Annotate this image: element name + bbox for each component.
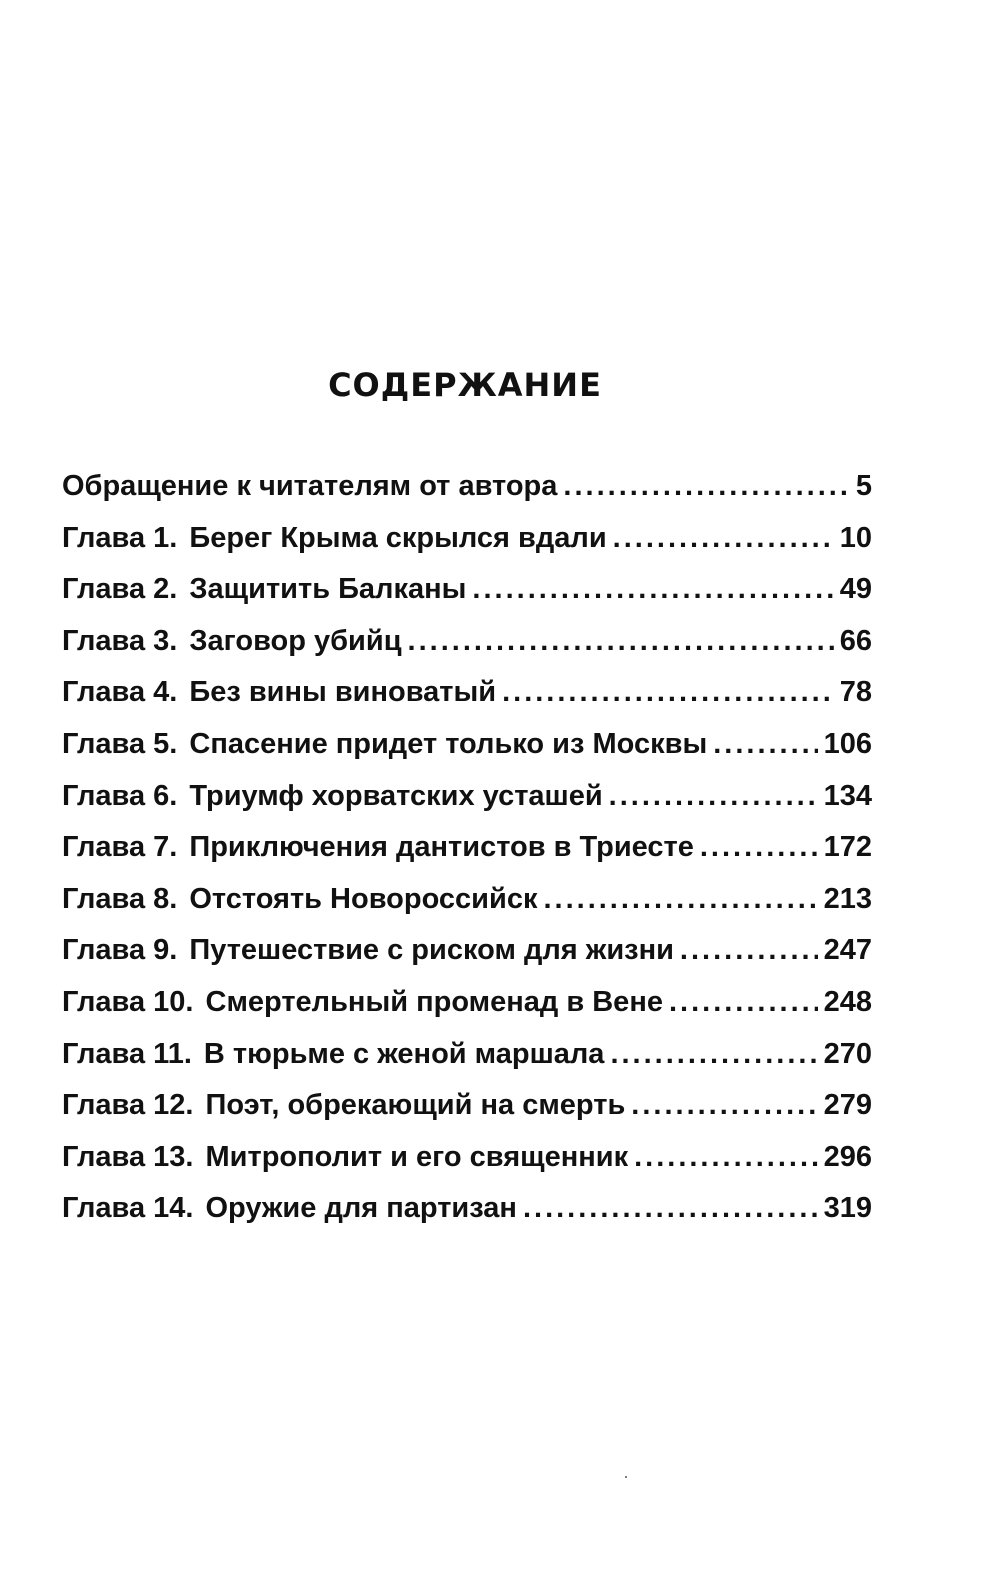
dot-leader bbox=[502, 676, 834, 709]
toc-entry-page: 172 bbox=[823, 831, 872, 864]
toc-entry-page: 270 bbox=[823, 1037, 872, 1070]
toc-entry-title: Смертельный променад в Вене bbox=[205, 985, 663, 1018]
toc-entry-chapter-12 bbox=[62, 1089, 872, 1141]
dot-leader bbox=[609, 780, 818, 813]
dot-leader bbox=[523, 1192, 818, 1225]
toc-entry-page: 319 bbox=[823, 1192, 872, 1225]
dot-leader bbox=[563, 470, 849, 503]
page-title: СОДЕРЖАНИЕ bbox=[328, 366, 602, 404]
toc-entry-title: Без вины виноватый bbox=[189, 676, 497, 709]
toc-entry-page: 10 bbox=[839, 521, 872, 554]
dot-leader bbox=[631, 1089, 817, 1122]
toc-entry-chapter-9 bbox=[62, 934, 872, 986]
toc-entry-label: Глава 12. bbox=[62, 1089, 194, 1122]
toc-entry-chapter-5 bbox=[62, 728, 872, 780]
toc-entry-label: Глава 13. bbox=[62, 1140, 194, 1173]
dot-leader bbox=[634, 1141, 818, 1174]
dot-leader bbox=[610, 1038, 817, 1071]
dot-leader bbox=[713, 728, 817, 761]
toc-entry-page: 296 bbox=[823, 1140, 872, 1173]
dot-leader bbox=[680, 934, 818, 967]
toc-entry-title: Обращение к читателям от автора bbox=[62, 470, 558, 502]
toc-entry-chapter-13 bbox=[62, 1141, 872, 1193]
toc-entry-label: Глава 8. bbox=[62, 882, 178, 915]
toc-entry-title: Триумф хорватских усташей bbox=[189, 779, 603, 812]
print-speck bbox=[625, 1476, 627, 1478]
toc-entry-page: 106 bbox=[823, 727, 872, 760]
toc-entry-title: Берег Крыма скрылся вдали bbox=[189, 521, 607, 554]
toc-entry-page: 248 bbox=[823, 985, 872, 1018]
toc-entry-title: Поэт, обрекающий на смерть bbox=[205, 1089, 626, 1122]
toc-entry-page: 66 bbox=[839, 624, 872, 657]
toc-entry-chapter-11 bbox=[62, 1038, 872, 1090]
toc-entry-label: Глава 5. bbox=[62, 727, 178, 760]
toc-entry-title: Путешествие с риском для жизни bbox=[189, 934, 674, 967]
toc-entry-title: Отстоять Новороссийск bbox=[189, 882, 538, 915]
toc-entry-label: Глава 7. bbox=[62, 831, 178, 864]
toc-entry-title: В тюрьме с женой маршала bbox=[203, 1037, 605, 1070]
toc-entry-page: 247 bbox=[823, 934, 872, 967]
toc-entry-page: 279 bbox=[823, 1089, 872, 1122]
toc-entry-label: Глава 6. bbox=[62, 779, 178, 812]
toc-entry-label: Глава 10. bbox=[62, 985, 194, 1018]
toc-entry-title: Оружие для партизан bbox=[205, 1192, 517, 1225]
toc-entry-foreword bbox=[62, 470, 872, 522]
toc-entry-label: Глава 9. bbox=[62, 934, 178, 967]
dot-leader bbox=[543, 883, 817, 916]
toc-entry-chapter-14 bbox=[62, 1192, 872, 1244]
toc-entry-title: Приключения дантистов в Триесте bbox=[189, 831, 694, 864]
toc-entry-title: Защитить Балканы bbox=[189, 573, 467, 606]
dot-leader bbox=[472, 573, 833, 606]
toc-entry-label: Глава 4. bbox=[62, 676, 178, 709]
dot-leader bbox=[613, 522, 834, 555]
toc-entry-chapter-3 bbox=[62, 625, 872, 677]
dot-leader bbox=[669, 986, 818, 1019]
toc-entry-chapter-7 bbox=[62, 831, 872, 883]
toc-entry-page: 78 bbox=[839, 676, 872, 709]
toc-entry-label: Глава 11. bbox=[62, 1037, 192, 1070]
toc-entry-chapter-8 bbox=[62, 883, 872, 935]
toc-entry-title: Митрополит и его священник bbox=[205, 1140, 629, 1173]
toc-entry-page: 49 bbox=[839, 573, 872, 606]
toc-entry-chapter-4 bbox=[62, 676, 872, 728]
toc-entry-chapter-6 bbox=[62, 780, 872, 832]
toc-entry-label: Глава 2. bbox=[62, 573, 178, 606]
toc-entry-page: 213 bbox=[823, 882, 872, 915]
toc-entry-chapter-2 bbox=[62, 573, 872, 625]
dot-leader bbox=[700, 831, 818, 864]
toc-entry-label: Глава 14. bbox=[62, 1192, 194, 1225]
toc-entry-label: Глава 3. bbox=[62, 624, 178, 657]
toc-entry-page: 134 bbox=[823, 779, 872, 812]
toc-entry-label: Глава 1. bbox=[62, 521, 178, 554]
dot-leader bbox=[408, 625, 834, 658]
toc-entry-chapter-10 bbox=[62, 986, 872, 1038]
toc-entry-title: Спасение придет только из Москвы bbox=[189, 727, 708, 760]
table-of-contents bbox=[62, 470, 872, 1244]
toc-entry-title: Заговор убийц bbox=[189, 624, 402, 657]
toc-entry-page: 5 bbox=[855, 470, 872, 502]
toc-entry-chapter-1 bbox=[62, 522, 872, 574]
